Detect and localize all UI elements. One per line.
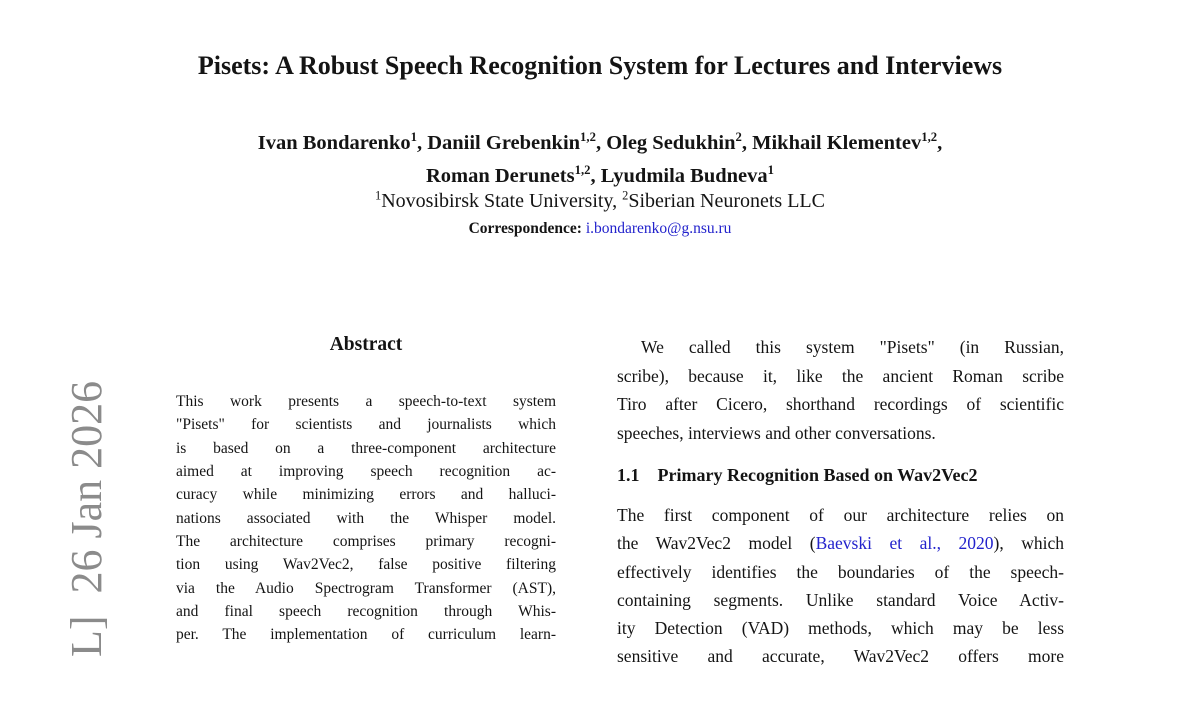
author-affiliation-superscript: 1,2	[921, 130, 938, 145]
text-span: speeches, interviews and other conversations.	[617, 422, 936, 443]
citation-link[interactable]: Baevski et al., 2020	[815, 533, 994, 554]
arxiv-watermark	[61, 380, 337, 708]
text-span: the Wav2Vec2 model (	[617, 533, 816, 554]
text-line	[617, 614, 1064, 642]
text-span: via the Audio Spectrogram Transformer (AST),	[176, 579, 556, 597]
text-span: The architecture comprises primary recogni-	[176, 533, 556, 551]
paper-title: Pisets: A Robust Speech Recognition System for Lectures and Interviews	[197, 51, 1003, 80]
text-line	[176, 577, 556, 600]
text-span: aimed at improving speech recognition ac-	[176, 463, 556, 481]
abstract-text	[176, 390, 556, 647]
text-span: Tiro after Cicero, shorthand recordings of scientific	[617, 394, 1064, 414]
text-line	[617, 586, 1064, 614]
text-span: per. The implementation of curriculum learn-	[176, 626, 556, 644]
section-heading-1-1	[617, 465, 1064, 486]
affiliation-name: Siberian Neuronets LLC	[628, 190, 825, 212]
text-span: effectively identifies the boundaries of the speech-	[617, 561, 1064, 582]
author-name: Lyudmila Budneva	[600, 165, 768, 187]
affiliations-line: $^1$Novosibirsk State University, $^2$Siberian Neuronets LLC	[375, 188, 825, 212]
correspondence-label: Correspondence:	[468, 220, 582, 237]
author-name: Ivan Bondarenko	[257, 132, 411, 154]
text-span: This work presents a speech-to-text system	[176, 393, 556, 410]
author-name: Oleg Sedukhin	[606, 132, 736, 154]
text-line	[176, 390, 556, 413]
text-span: "Pisets" for scientists and journalists which	[176, 416, 556, 434]
correspondence-line	[0, 220, 1200, 238]
text-span: ), which	[993, 533, 1065, 554]
text-span: The first component of our architecture relies on	[617, 505, 1064, 525]
author-lines	[0, 127, 1200, 193]
author-affiliation-superscript: 1,2	[574, 163, 591, 178]
text-span: We called this system "Pisets" (in Russian,	[641, 337, 1064, 357]
correspondence-email-link[interactable]: i.bondarenko@g.nsu.ru	[585, 220, 732, 237]
author-name: Roman Derunets	[425, 165, 575, 187]
text-line	[617, 529, 1064, 557]
text-span: scribe), because it, like the ancient Roman scribe	[617, 365, 1064, 386]
text-line	[176, 483, 556, 506]
author-line: Ivan Bondarenko$^1$, Daniil Grebenkin$^{1,2}$, Oleg Sedukhin$^2$, Mikhail Klementev$^{1,2}$,	[257, 130, 943, 154]
text-line	[176, 460, 556, 483]
text-span: is based on a three-component architecture	[176, 439, 556, 457]
text-line	[176, 507, 556, 530]
text-line	[617, 333, 1064, 362]
text-span: and final speech recognition through Whis-	[176, 603, 556, 621]
text-line	[176, 530, 556, 553]
author-name: Daniil Grebenkin	[427, 132, 581, 154]
author-line: Roman Derunets$^{1,2}$, Lyudmila Budneva$^1$	[425, 163, 775, 187]
text-line	[617, 642, 1064, 670]
affiliation-superscript: 1	[375, 188, 382, 203]
text-line	[617, 362, 1064, 391]
author-affiliation-superscript: 2	[735, 130, 742, 145]
text-span: containing segments. Unlike standard Voice Activ-	[617, 589, 1064, 610]
text-line	[176, 600, 556, 623]
text-line	[617, 558, 1064, 586]
text-line	[617, 419, 1064, 448]
abstract-heading: Abstract	[329, 334, 403, 355]
text-line	[176, 437, 556, 460]
text-line	[176, 413, 556, 436]
text-line	[617, 501, 1064, 529]
section-title: Primary Recognition Based on Wav2Vec2	[657, 465, 978, 485]
author-affiliation-superscript: 1,2	[580, 130, 596, 145]
text-line	[617, 390, 1064, 419]
affiliation-name: Novosibirsk State University	[381, 190, 613, 212]
author-affiliation-superscript: 1	[410, 130, 417, 145]
section-number: 1.1	[617, 465, 640, 485]
text-span: tion using Wav2Vec2, false positive filtering	[176, 556, 556, 574]
text-span: ity Detection (VAD) methods, which may be less	[617, 618, 1064, 639]
text-line	[176, 553, 556, 576]
author-affiliation-superscript: 1	[767, 163, 775, 178]
text-line	[176, 623, 556, 646]
intro-paragraph	[617, 333, 1064, 447]
arxiv-watermark-text: L] 26 Jan 2026	[62, 380, 111, 657]
author-name: Mikhail Klementev	[752, 132, 922, 154]
text-span: sensitive and accurate, Wav2Vec2 offers more	[617, 646, 1064, 667]
affiliation-superscript: 2	[622, 188, 629, 203]
text-span: nations associated with the Whisper model.	[176, 509, 556, 527]
text-span: curacy while minimizing errors and halluci-	[176, 486, 556, 504]
section-paragraph	[617, 501, 1064, 671]
